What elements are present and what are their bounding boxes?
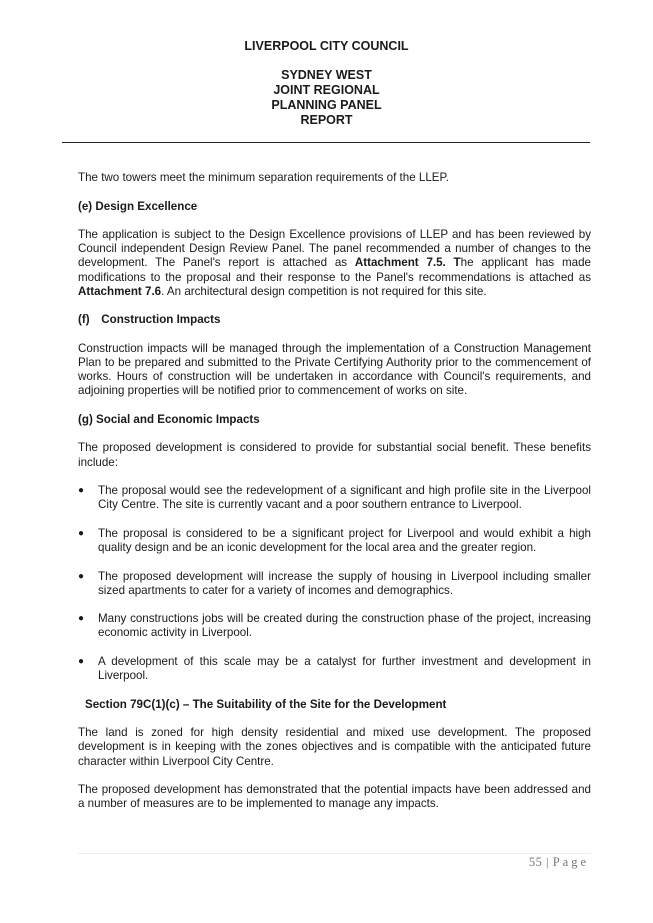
heading-text: Construction Impacts (101, 313, 221, 327)
report-header (0, 39, 653, 128)
text-run: . An architectural design competition is not required for this site. (161, 284, 487, 298)
construction-impacts-paragraph: Construction impacts will be managed through the implementation of a Construction Management Plan to be prepared and submitted to the Private Certifying Authority prior to the commencement of works. Hours of construction will be undertaken in accordance with Council's requirements, and adjoining properties will be notified prior to commencement of works on site. (78, 341, 591, 398)
heading-number: (e) (78, 199, 93, 213)
text-run: The application is subject to the Design Excellence provisions of LLEP and has been reviewed by Council independent Design Review Panel. The panel recommended a number of changes to the development. The Panel's report is attached as (78, 228, 591, 270)
page-separator: | (542, 855, 553, 869)
list-item-text: The proposal would see the redevelopment of a significant and high profile site in the Liverpool City Centre. The site is currently vacant and a poor southern entrance to Liverpool. (98, 484, 591, 512)
suitability-heading: Section 79C(1)(c) – The Suitability of the Site for the Development (85, 697, 447, 711)
attachment-reference: Attachment 7.5. T (354, 256, 461, 270)
bullet-icon: ● (78, 570, 85, 582)
panel-title-line4: REPORT (300, 113, 353, 127)
suitability-paragraph-2: The proposed development has demonstrated that the potential impacts have been addressed and a number of measures are to be implemented to manage any impacts. (78, 783, 591, 811)
benefits-list (78, 484, 591, 683)
heading-text: Social and Economic Impacts (96, 412, 260, 426)
footer-divider (78, 853, 591, 854)
panel-title-line1: SYDNEY WEST (281, 68, 372, 82)
list-item-text: The proposal is considered to be a significant project for Liverpool and would exhibit a high quality design and be an iconic development for the local area and the greater region. (98, 526, 591, 555)
text-run: he applicant has made modifications to the proposal and their response to the Panel's recommendations is attached as (78, 256, 591, 284)
panel-title-line3: PLANNING PANEL (271, 98, 382, 112)
page-footer (529, 855, 589, 870)
suitability-paragraph-1: The land is zoned for high density residential and mixed use development. The proposed development is in keeping with the zones objectives and is compatible with the anticipated future character within Liverpool City Centre. (78, 726, 591, 768)
report-body (78, 171, 591, 811)
construction-impacts-heading (78, 313, 591, 327)
bullet-icon: ● (78, 485, 85, 497)
design-excellence-heading (78, 200, 591, 214)
list-item (78, 612, 591, 640)
heading-number: (f) (78, 313, 90, 327)
bullet-icon: ● (78, 527, 85, 539)
list-item (78, 570, 591, 598)
page-number: 55 (528, 855, 543, 869)
list-item-text: The proposed development will increase the supply of housing in Liverpool including smaller sized apartments to cater for a variety of incomes and demographics. (98, 569, 591, 597)
panel-title-line2: JOINT REGIONAL (273, 83, 380, 97)
heading-number: (g) (78, 412, 93, 426)
attachment-reference: Attachment 7.6 (78, 284, 162, 298)
design-excellence-paragraph (78, 228, 591, 299)
bullet-icon: ● (78, 655, 85, 667)
separation-paragraph: The two towers meet the minimum separation requirements of the LLEP. (78, 171, 449, 184)
page-word: Page (552, 855, 589, 869)
header-divider (62, 142, 590, 143)
list-item (78, 484, 591, 512)
social-economic-heading (78, 413, 591, 427)
list-item-text: A development of this scale may be a catalyst for further investment and development in Liverpool. (98, 654, 591, 683)
social-economic-intro: The proposed development is considered to provide for substantial social benefit. These benefits include: (78, 441, 591, 469)
council-name: LIVERPOOL CITY COUNCIL (244, 39, 409, 53)
heading-text: Design Excellence (95, 199, 198, 213)
list-item (78, 527, 591, 555)
list-item (78, 655, 591, 683)
list-item-text: Many constructions jobs will be created during the construction phase of the project, increasing economic activity in Liverpool. (98, 612, 591, 640)
bullet-icon: ● (78, 613, 85, 625)
